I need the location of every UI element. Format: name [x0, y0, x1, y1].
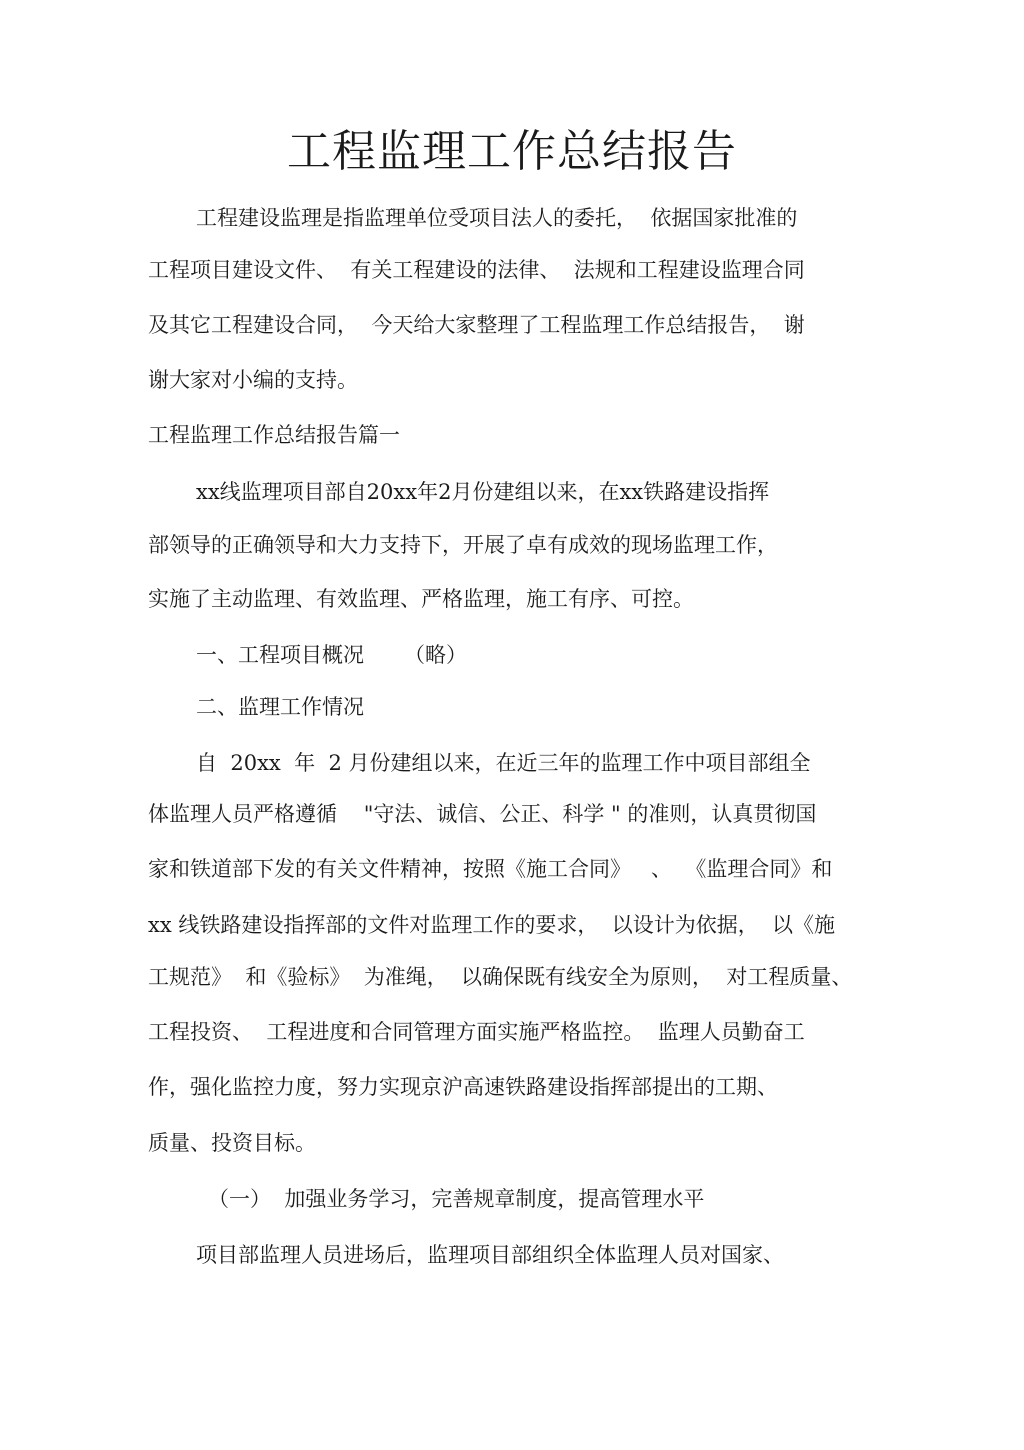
- paragraph-line: 家和铁道部下发的有关文件精神，按照《施工合同》 、 《监理合同》和: [148, 857, 833, 881]
- section-heading: 一、工程项目概况 （略）: [196, 643, 468, 667]
- paragraph-line: 工规范》 和《验标》 为准绳， 以确保既有线安全为原则， 对工程质量、: [148, 965, 853, 989]
- paragraph-line: xx 线铁路建设指挥部的文件对监理工作的要求， 以设计为依据， 以《施: [148, 913, 836, 937]
- paragraph-line: 部领导的正确领导和大力支持下，开展了卓有成效的现场监理工作，: [148, 533, 778, 557]
- paragraph-line: xx线监理项目部自20xx年2月份建组以来，在xx铁路建设指挥: [196, 480, 770, 504]
- document-title: 工程监理工作总结报告: [287, 126, 737, 177]
- paragraph-line: 实施了主动监理、有效监理、严格监理，施工有序、可控。: [148, 587, 694, 611]
- intro-line: 工程项目建设文件、 有关工程建设的法律、 法规和工程建设监理合同: [148, 258, 805, 282]
- paragraph-line: 体监理人员严格遵循 "守法、诚信、公正、科学 " 的准则，认真贯彻国: [148, 802, 817, 826]
- intro-line: 工程建设监理是指监理单位受项目法人的委托， 依据国家批准的: [196, 206, 798, 230]
- paragraph-line: 质量、投资目标。: [148, 1131, 316, 1155]
- paragraph-line: 作，强化监控力度，努力实现京沪高速铁路建设指挥部提出的工期、: [148, 1075, 778, 1099]
- section-heading: 二、监理工作情况: [196, 695, 364, 719]
- paragraph-line: 自 20xx 年 2 月份建组以来，在近三年的监理工作中项目部组全: [196, 751, 811, 775]
- paragraph-line: 工程投资、 工程进度和合同管理方面实施严格监控。 监理人员勤奋工: [148, 1020, 805, 1044]
- intro-line: 及其它工程建设合同， 今天给大家整理了工程监理工作总结报告， 谢: [148, 313, 805, 337]
- paragraph-line: 项目部监理人员进场后，监理项目部组织全体监理人员对国家、: [196, 1243, 784, 1267]
- intro-line: 谢大家对小编的支持。: [148, 368, 358, 392]
- subsection-heading: （一） 加强业务学习，完善规章制度，提高管理水平: [208, 1187, 705, 1211]
- section-label: 工程监理工作总结报告篇一: [148, 423, 400, 447]
